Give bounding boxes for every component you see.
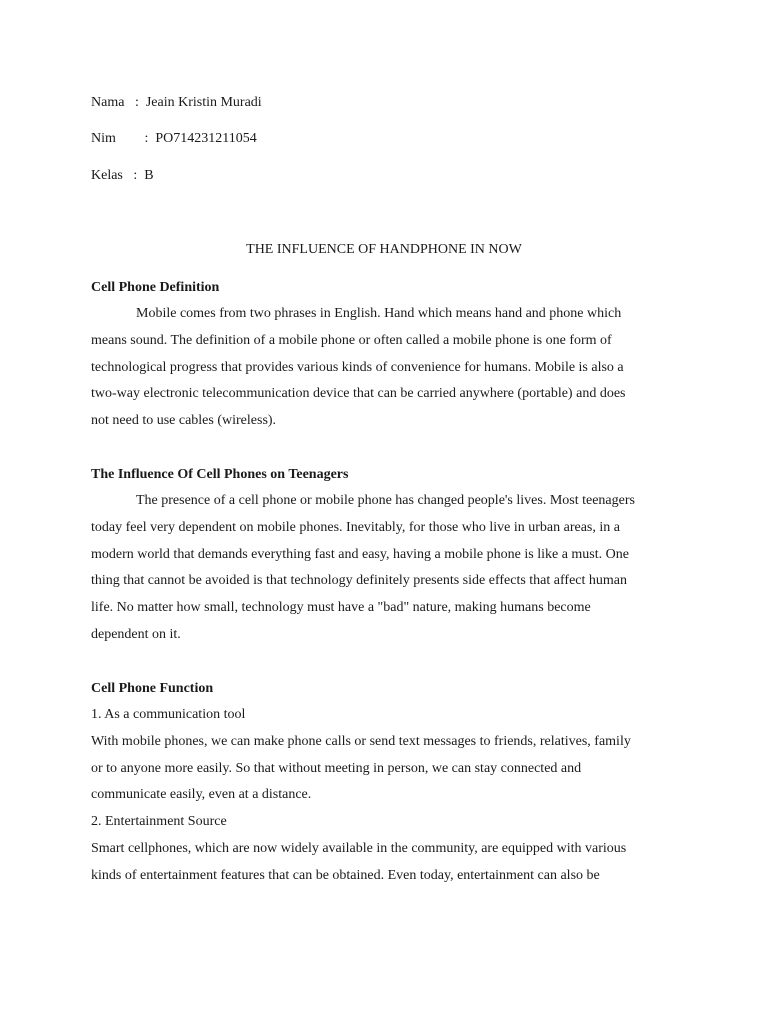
student-kelas-row xyxy=(91,166,154,186)
section-heading-influence: The Influence Of Cell Phones on Teenagers xyxy=(91,467,349,482)
nim-label: Nim xyxy=(91,131,116,146)
paragraph-line: thing that cannot be avoided is that technology definitely presents side effects that affect human xyxy=(91,573,627,589)
paragraph-line: Smart cellphones, which are now widely available in the community, are equipped with various xyxy=(91,840,627,856)
section-heading-function: Cell Phone Function xyxy=(91,681,214,696)
paragraph-line: modern world that demands everything fast and easy, having a mobile phone is like a must. One xyxy=(91,546,629,562)
paragraph-line: With mobile phones, we can make phone calls or send text messages to friends, relatives, family xyxy=(91,733,631,749)
paragraph-line: means sound. The definition of a mobile phone or often called a mobile phone is one form of xyxy=(91,332,612,348)
paragraph-line: or to anyone more easily. So that without meeting in person, we can stay connected and xyxy=(91,760,582,776)
kelas-value: B xyxy=(144,168,154,183)
kelas-separator: : xyxy=(133,168,138,183)
paragraph-line: The presence of a cell phone or mobile phone has changed people's lives. Most teenagers xyxy=(136,493,635,508)
nama-separator: : xyxy=(134,95,139,110)
kelas-label: Kelas xyxy=(91,168,123,183)
list-item-heading: 1. As a communication tool xyxy=(91,707,246,722)
list-item-heading: 2. Entertainment Source xyxy=(91,814,227,830)
nama-value: Jeain Kristin Muradi xyxy=(145,95,262,110)
paragraph-line: communicate easily, even at a distance. xyxy=(91,787,312,803)
student-nim-row xyxy=(91,129,257,149)
nim-separator: : xyxy=(144,131,149,146)
paragraph-line: today feel very dependent on mobile phones. Inevitably, for those who live in urban areas, in a xyxy=(91,519,620,535)
student-name-row xyxy=(91,93,262,113)
nim-value: PO714231211054 xyxy=(155,131,257,146)
paragraph-line: life. No matter how small, technology must have a "bad" nature, making humans become xyxy=(91,600,591,616)
section-body-definition xyxy=(91,301,671,435)
paragraph-line: not need to use cables (wireless). xyxy=(91,413,277,429)
paragraph-line: Mobile comes from two phrases in English. Hand which means hand and phone which xyxy=(136,306,622,321)
section-body-influence xyxy=(91,488,671,649)
paragraph-line: technological progress that provides various kinds of convenience for humans. Mobile is also a xyxy=(91,359,624,375)
nama-label: Nama xyxy=(91,95,125,110)
paragraph-line: dependent on it. xyxy=(91,626,181,642)
document-title: THE INFLUENCE OF HANDPHONE IN NOW xyxy=(246,242,522,257)
paragraph-line: kinds of entertainment features that can be obtained. Even today, entertainment can also be xyxy=(91,867,600,883)
section-body-function xyxy=(91,702,671,890)
paragraph-line: two-way electronic telecommunication device that can be carried anywhere (portable) and does xyxy=(91,386,626,402)
section-heading-definition: Cell Phone Definition xyxy=(91,280,220,295)
